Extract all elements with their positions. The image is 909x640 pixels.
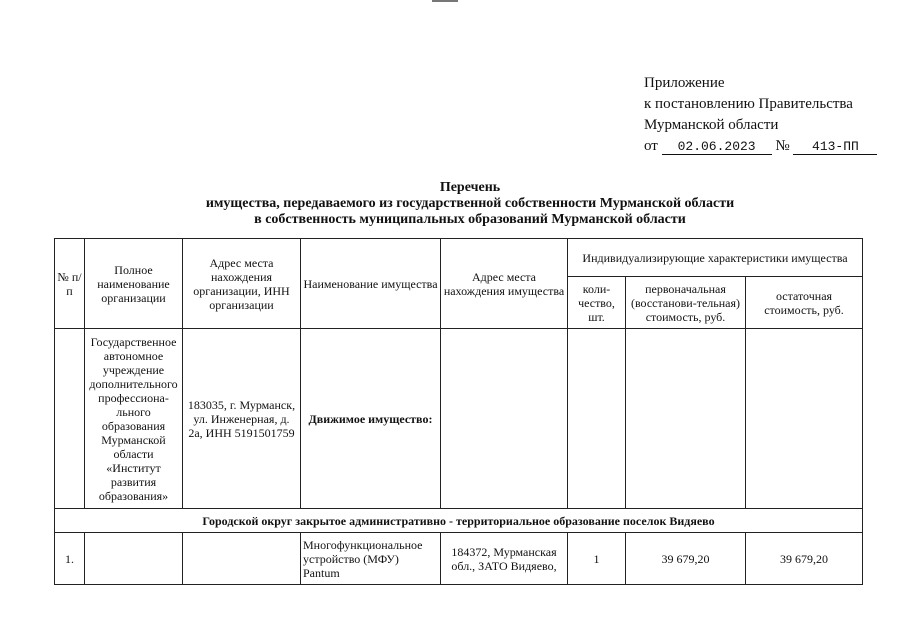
- header-initial-cost: первоначальная (восстанови-тельная) стоимость, руб.: [626, 277, 746, 329]
- region-row: [55, 509, 863, 533]
- header-quantity: коли-чество, шт.: [568, 277, 626, 329]
- header-characteristics: Индивидуализирующие характеристики имущества: [568, 239, 863, 277]
- row-org-name: [85, 533, 183, 585]
- document-title: [40, 180, 900, 228]
- row-initial-cost: 39 679,20: [626, 533, 746, 585]
- appendix-block: [644, 73, 877, 157]
- appendix-line-2: к постановлению Правительства: [644, 96, 853, 112]
- header-property-name: Наименование имущества: [301, 239, 441, 329]
- org-row-property-address: [441, 329, 568, 509]
- org-row-initial-cost: [626, 329, 746, 509]
- header-org-name: Полное наименование организации: [85, 239, 183, 329]
- org-row-num: [55, 329, 85, 509]
- header-residual-cost: остаточная стоимость, руб.: [746, 277, 863, 329]
- page-top-mark: [432, 0, 458, 2]
- date-prefix: от: [644, 138, 658, 154]
- row-num: 1.: [55, 533, 85, 585]
- row-quantity: 1: [568, 533, 626, 585]
- region-row-cell: Городской округ закрытое административно - территориальное образование поселок Видяево: [55, 509, 863, 533]
- row-org-address: [183, 533, 301, 585]
- property-type-cell: Движимое имущество:: [301, 329, 441, 509]
- org-address-cell: 183035, г. Мурманск, ул. Инженерная, д. 2а, ИНН 5191501759: [183, 329, 301, 509]
- decree-number: 413-ПП: [793, 139, 877, 155]
- header-row-1: [55, 239, 863, 277]
- appendix-line-1: Приложение: [644, 75, 725, 91]
- header-org-address: Адрес места нахождения организации, ИНН организации: [183, 239, 301, 329]
- property-table: [54, 238, 863, 585]
- title-line-2: имущества, передаваемого из государственной собственности Мурманской области: [205, 196, 735, 211]
- header-property-address: Адрес места нахождения имущества: [441, 239, 568, 329]
- org-row: [55, 329, 863, 509]
- title-line-1: Перечень: [439, 180, 501, 195]
- row-residual-cost: 39 679,20: [746, 533, 863, 585]
- org-row-residual-cost: [746, 329, 863, 509]
- title-line-3: в собственность муниципальных образований Мурманской области: [254, 212, 686, 227]
- row-property-name: Многофункциональное устройство (МФУ) Pantum: [301, 533, 441, 585]
- org-name-cell: Государственное автономное учреждение дополнительного профессиона-льного образования Мурманской области «Институт развития образования»: [85, 329, 183, 509]
- number-prefix: №: [775, 138, 790, 154]
- appendix-date-line: [644, 136, 877, 157]
- appendix-line-3: Мурманской области: [644, 117, 779, 133]
- row-property-address: 184372, Мурманская обл., ЗАТО Видяево,: [441, 533, 568, 585]
- table-row: [55, 533, 863, 585]
- org-row-quantity: [568, 329, 626, 509]
- header-num: № п/п: [55, 239, 85, 329]
- decree-date: 02.06.2023: [662, 139, 772, 155]
